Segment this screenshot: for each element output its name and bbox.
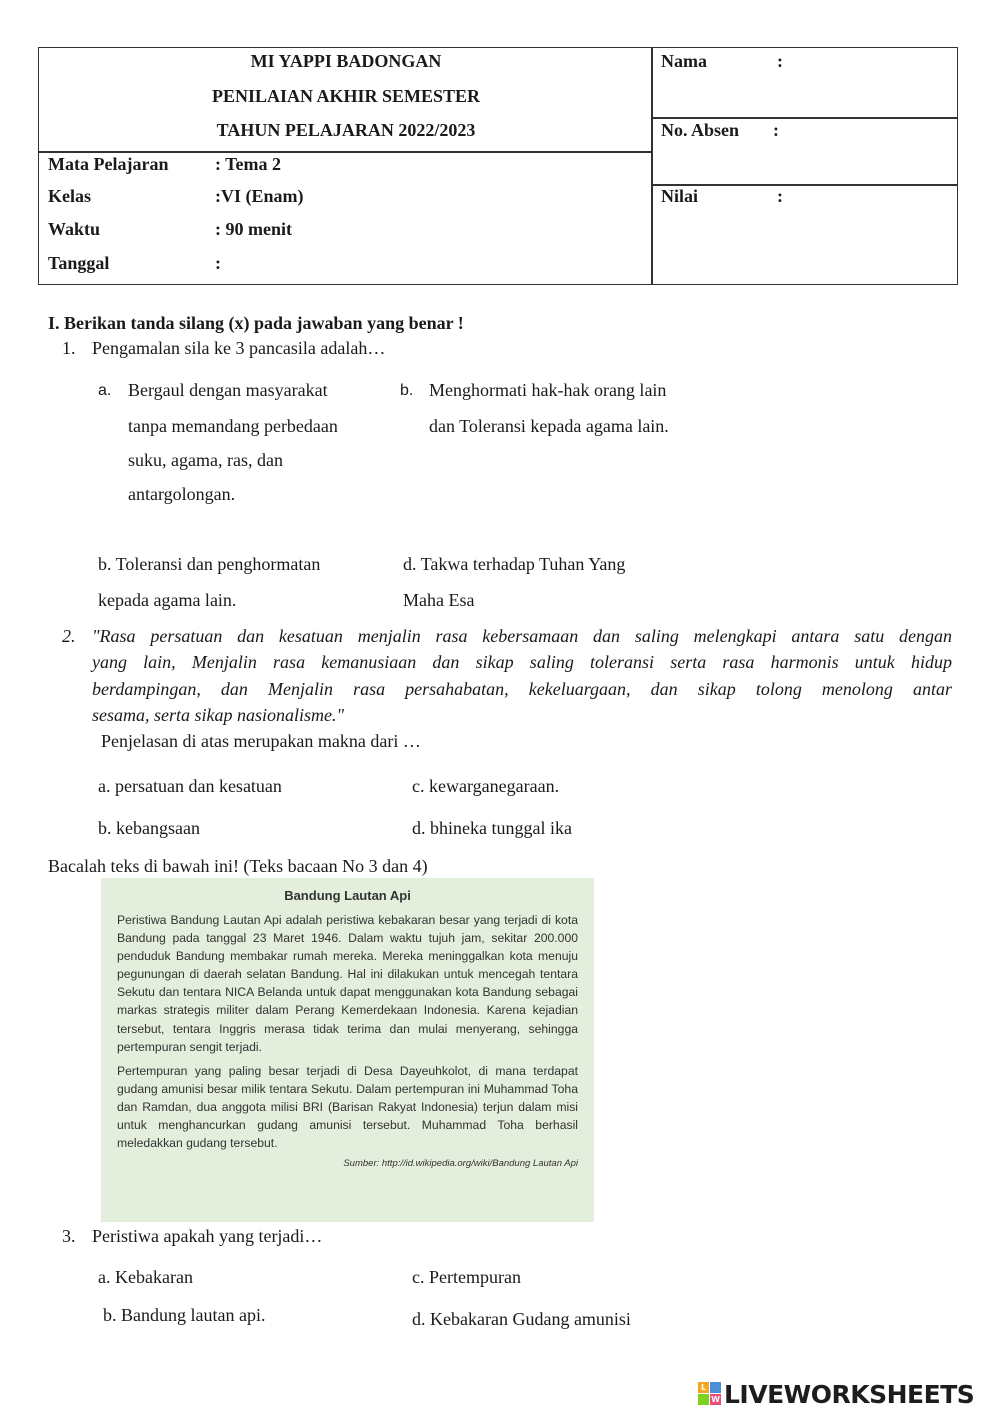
exam-title: PENILAIAN AKHIR SEMESTER <box>211 86 481 106</box>
info-value-subject: : Tema 2 <box>215 154 282 174</box>
q1-option-a-line3[interactable]: suku, agama, ras, dan <box>128 450 283 470</box>
field-label-absen: No. Absen <box>661 120 740 140</box>
reading-paragraph-1: Peristiwa Bandung Lautan Api adalah peristiwa kebakaran besar yang terjadi di kota Bandung pada tanggal 23 Maret 1946. Dalam waktu tujuh jam, sekitar 200.000 penduduk Bandung membakar rumah mereka. Mereka meninggalkan kota menuju pegunungan di daerah selatan Bandung. Hal ini dilakukan untuk mencegah tentara Sekutu dan tentara NICA Belanda untuk dapat menggunakan kota Bandung sebagai markas strategis militer dalam Perang Kemerdekaan Indonesia. Karena kejadian tersebut, tentara Inggris merasa tidak terima dan mulai menyerang, sehingga pertempuran sengit terjadi. <box>117 913 578 1054</box>
q1-option-a-line2[interactable]: tanpa memandang perbedaan <box>128 416 338 436</box>
q2-quote-line3: berdampingan, dan Menjalin rasa persahabatan, kekeluargaan, dan sikap tolong menolong antar <box>92 679 952 699</box>
q1-option-c-line1[interactable]: b. Toleransi dan penghormatan <box>98 554 321 574</box>
field-colon-name[interactable]: : <box>777 51 783 71</box>
q3-number: 3. <box>62 1226 76 1246</box>
q1-option-b-line1[interactable]: Menghormati hak-hak orang lain <box>429 380 667 400</box>
q1-option-d-line1[interactable]: d. Takwa terhadap Tuhan Yang <box>403 554 626 574</box>
q1-option-a-marker[interactable]: a. <box>98 382 112 399</box>
header-table <box>38 47 958 285</box>
q1-option-c-line2[interactable]: kepada agama lain. <box>98 590 237 610</box>
q3-option-c[interactable]: c. Pertempuran <box>412 1267 521 1287</box>
q1-option-a-line1[interactable]: Bergaul dengan masyarakat <box>128 380 328 400</box>
section-title: I. Berikan tanda silang (x) pada jawaban yang benar ! <box>48 313 464 333</box>
q3-option-a[interactable]: a. Kebakaran <box>98 1267 193 1287</box>
q1-text: Pengamalan sila ke 3 pancasila adalah… <box>92 338 386 358</box>
q1-option-b-line2[interactable]: dan Toleransi kepada agama lain. <box>429 416 669 436</box>
logo-icon-tile-3 <box>698 1394 709 1405</box>
school-name: MI YAPPI BADONGAN <box>250 51 442 71</box>
q2-quote-line4: sesama, serta sikap nasionalisme." <box>92 705 345 725</box>
q1-option-a-line4[interactable]: antargolongan. <box>128 484 236 504</box>
header-divider-right-1 <box>651 117 958 119</box>
logo-icon-tile-1: L <box>698 1382 709 1393</box>
header-divider-left <box>38 151 652 153</box>
q3-text: Peristiwa apakah yang terjadi… <box>92 1226 323 1246</box>
info-label-class: Kelas <box>48 186 91 206</box>
q2-number: 2. <box>62 626 76 646</box>
info-value-class: :VI (Enam) <box>215 186 304 206</box>
field-label-score: Nilai <box>661 186 699 206</box>
reading-source: Sumber: http://id.wikipedia.org/wiki/Bandung Lautan Api <box>343 1158 578 1170</box>
q2-option-b[interactable]: b. kebangsaan <box>98 818 200 838</box>
reading-passage <box>101 878 594 1222</box>
logo-icon-tile-4: W <box>711 1395 720 1404</box>
q2-quote-line2: yang lain, Menjalin rasa kemanusiaan dan sikap saling toleransi serta rasa harmonis untuk hidup <box>92 652 952 672</box>
q2-option-c[interactable]: c. kewarganegaraan. <box>412 776 560 796</box>
q2-question: Penjelasan di atas merupakan makna dari … <box>101 731 421 751</box>
q2-option-d[interactable]: d. bhineka tunggal ika <box>412 818 572 838</box>
info-label-time: Waktu <box>48 219 101 239</box>
reading-title: Bandung Lautan Api <box>284 888 411 903</box>
info-label-date: Tanggal <box>48 253 110 273</box>
q2-option-a[interactable]: a. persatuan dan kesatuan <box>98 776 282 796</box>
reading-paragraph-2: Pertempuran yang paling besar terjadi di Desa Dayeuhkolot, di mana terdapat gudang amunisi besar milik tentara Sekutu. Dalam pertempuran ini Muhammad Toha dan Ramdan, dua anggota milisi BRI (Barisan Rakyat Indonesia) terjun dalam misi untuk menghancurkan gudang amunisi tersebut. Muhammad Toha berhasil meledakkan gudang tersebut. <box>117 1063 578 1151</box>
liveworksheets-logo[interactable] <box>698 1378 974 1410</box>
logo-icon-tile-2 <box>710 1382 721 1393</box>
q3-option-d[interactable]: d. Kebakaran Gudang amunisi <box>412 1309 631 1329</box>
reading-intro: Bacalah teks di bawah ini! (Teks bacaan No 3 dan 4) <box>48 856 428 876</box>
info-value-date: : <box>215 253 221 273</box>
q1-number: 1. <box>62 338 76 358</box>
field-colon-score[interactable]: : <box>777 186 783 206</box>
q1-option-d-line2[interactable]: Maha Esa <box>403 590 475 610</box>
liveworksheets-logo-text: LIVEWORKSHEETS <box>724 1379 975 1409</box>
q1-option-b-marker[interactable]: b. <box>400 382 414 399</box>
academic-year: TAHUN PELAJARAN 2022/2023 <box>216 120 476 140</box>
field-colon-absen[interactable]: : <box>773 120 779 140</box>
info-label-subject: Mata Pelajaran <box>48 154 169 174</box>
liveworksheets-logo-icon <box>698 1382 722 1406</box>
header-divider-vertical <box>651 47 653 285</box>
q2-quote-line1: "Rasa persatuan dan kesatuan menjalin rasa kebersamaan dan saling melengkapi antara satu dengan <box>92 626 952 646</box>
q3-option-b[interactable]: b. Bandung lautan api. <box>103 1305 266 1325</box>
info-value-time: : 90 menit <box>215 219 292 239</box>
field-label-name: Nama <box>661 51 707 71</box>
